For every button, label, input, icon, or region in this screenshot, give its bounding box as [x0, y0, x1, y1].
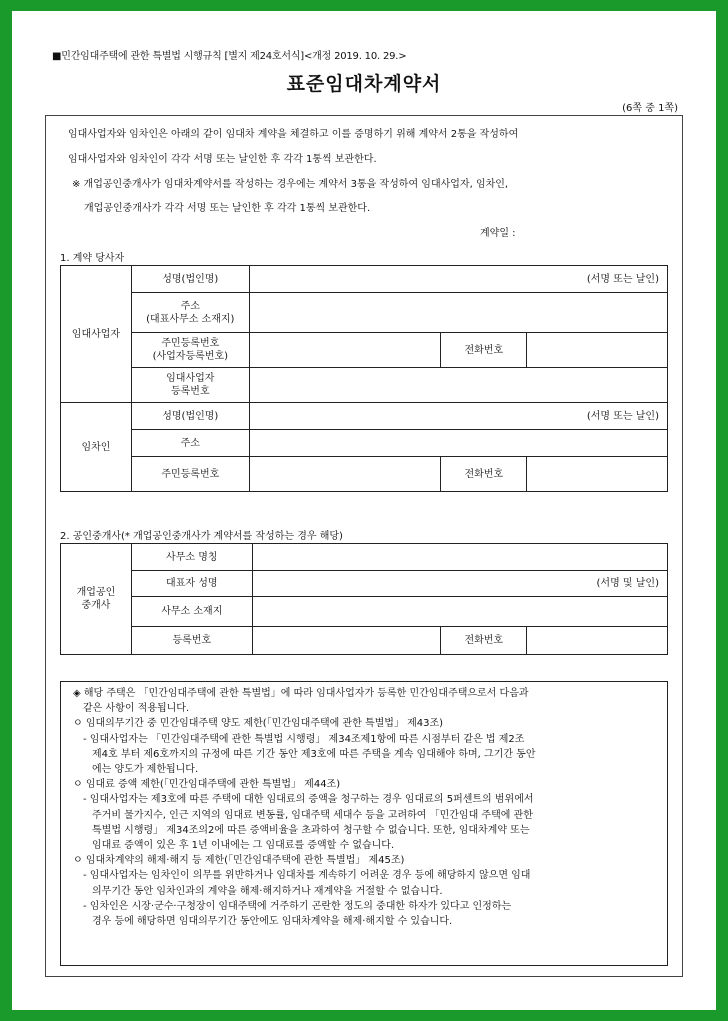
form-page	[12, 11, 716, 1010]
broker-sign-note: (서명 및 날인)	[596, 578, 659, 589]
notice-line: 제4호 부터 제6호까지의 규정에 따른 기간 동안 제3호에 따른 주택을 계속 임대해야 하며, 그기간 동안	[92, 748, 536, 760]
rental-housing-notice-box	[60, 681, 668, 966]
landlord-phone-field[interactable]	[527, 333, 668, 368]
tenant-address-label: 주소	[131, 430, 249, 457]
notice-line: ◈ 해당 주택은 「민간임대주택에 관한 특별법」에 따라 임대사업자가 등록한 민간임대주택으로서 다음과	[73, 688, 529, 699]
notice-line: 에는 양도가 제한됩니다.	[92, 764, 199, 776]
notice-line: 의무기간 동안 임차인과의 계약을 해제·해지하거나 재계약을 거절할 수 없습니다.	[92, 885, 443, 897]
landlord-regno-label: 주민등록번호 (사업자등록번호)	[131, 333, 249, 368]
broker-table	[60, 543, 668, 655]
notice-line: 경우 등에 해당하면 임대의무기간 동안에도 임대차계약을 해제·해지할 수 있습니다.	[92, 916, 453, 928]
broker-phone-field[interactable]	[527, 627, 668, 655]
notice-line: ㅇ 임대료 증액 제한(「민간임대주택에 관한 특별법」 제44조)	[73, 779, 341, 791]
tenant-regno-label: 주민등록번호	[131, 457, 249, 492]
tenant-phone-label: 전화번호	[441, 457, 527, 492]
intro-note-line-2: 개업공인중개사가 각각 서명 또는 날인한 후 각각 1통씩 보관한다.	[84, 203, 371, 214]
notice-line: - 임대사업자는 제3호에 따른 주택에 대한 임대료의 증액을 청구하는 경우 임대료의 5퍼센트의 범위에서	[83, 794, 534, 806]
broker-rep-name-label: 대표자 성명	[131, 571, 252, 597]
landlord-name-label: 성명(법인명)	[131, 266, 249, 293]
notice-line: 임대료 증액이 있은 후 1년 이내에는 그 임대료를 증액할 수 없습니다.	[92, 840, 395, 852]
section2-label: 2. 공인중개사(* 개업공인중개사가 계약서를 작성하는 경우 해당)	[60, 531, 343, 542]
landlord-sign-note: (서명 또는 날인)	[586, 273, 659, 285]
tenant-group-label: 임차인	[61, 403, 132, 492]
landlord-name-field[interactable]	[249, 266, 667, 293]
landlord-phone-label: 전화번호	[441, 333, 527, 368]
tenant-regno-field[interactable]	[249, 457, 441, 492]
landlord-group-label: 임대사업자	[61, 266, 132, 403]
intro-line-2: 임대사업자와 임차인이 각각 서명 또는 날인한 후 각각 1통씩 보관한다.	[68, 154, 377, 165]
page-count: (6쪽 중 1쪽)	[622, 103, 678, 114]
broker-phone-label: 전화번호	[441, 627, 527, 655]
tenant-sign-note: (서명 또는 날인)	[586, 410, 659, 422]
tenant-address-field[interactable]	[249, 430, 667, 457]
notice-line: 주거비 물가지수, 인근 지역의 임대료 변동률, 임대주택 세대수 등을 고려하여 「민간임대 주택에 관한	[92, 809, 533, 821]
broker-reg-no-field[interactable]	[252, 627, 441, 655]
notice-line: - 임대사업자는 「민간임대주택에 관한 특별법 시행령」 제34조제1항에 따른 시점부터 같은 법 제2조	[83, 733, 525, 745]
landlord-regno-field[interactable]	[249, 333, 441, 368]
tenant-name-label: 성명(법인명)	[131, 403, 249, 430]
broker-office-address-label: 사무소 소재지	[131, 597, 252, 627]
notice-line: ㅇ 임대의무기간 중 민간임대주택 양도 제한(「민간임대주택에 관한 특별법」 제43조)	[73, 718, 444, 730]
section1-label: 1. 계약 당사자	[60, 253, 125, 264]
contract-date-label: 계약일 :	[480, 228, 516, 239]
notice-line: 같은 사항이 적용됩니다.	[83, 703, 190, 715]
broker-reg-no-label: 등록번호	[131, 627, 252, 655]
notice-line: ㅇ 임대차계약의 해제·해지 등 제한(「민간임대주택에 관한 특별법」 제45조)	[73, 855, 405, 867]
document-title: 표준임대차계약서	[286, 73, 442, 95]
notice-line: - 임대사업자는 임차인이 의무를 위반하거나 임대차를 계속하기 어려운 경우 등에 해당하지 않으면 임대	[83, 870, 531, 882]
intro-note-line-1: ※ 개업공인중개사가 임대차계약서를 작성하는 경우에는 계약서 3통을 작성하여 임대사업자, 임차인,	[72, 179, 509, 190]
broker-group-label: 개업공인 중개사	[61, 544, 132, 655]
landlord-bizreg-field[interactable]	[249, 368, 667, 403]
broker-office-name-field[interactable]	[252, 544, 667, 571]
contract-parties-table	[60, 265, 668, 492]
intro-line-1: 임대사업자와 임차인은 아래의 같이 임대차 계약을 체결하고 이를 증명하기 위해 계약서 2통을 작성하여	[68, 129, 519, 140]
broker-office-address-field[interactable]	[252, 597, 667, 627]
notice-line: 특별법 시행령」 제34조의2에 따른 증액비율을 초과하여 청구할 수 없습니다. 또한, 임대차계약 또는	[92, 824, 530, 836]
landlord-address-label: 주소 (대표사무소 소재지)	[131, 293, 249, 333]
tenant-phone-field[interactable]	[527, 457, 668, 492]
notice-line: - 임차인은 시장·군수·구청장이 임대주택에 거주하기 곤란한 정도의 중대한 하자가 있다고 인정하는	[83, 900, 512, 912]
landlord-bizreg-label: 임대사업자 등록번호	[131, 368, 249, 403]
tenant-name-field[interactable]	[249, 403, 667, 430]
landlord-address-field[interactable]	[249, 293, 667, 333]
broker-rep-name-field[interactable]	[252, 571, 667, 597]
broker-office-name-label: 사무소 명칭	[131, 544, 252, 571]
form-reference-note: ■민간임대주택에 관한 특별법 시행규칙 [별지 제24호서식]<개정 2019. 10. 29.>	[52, 51, 407, 62]
